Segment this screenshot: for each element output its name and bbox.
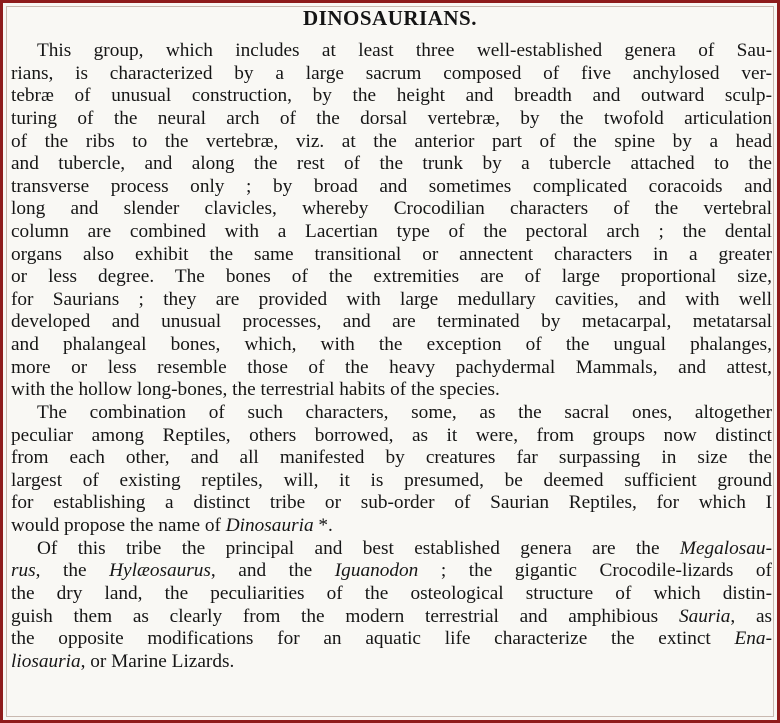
text-line <box>0 402 780 423</box>
text-line <box>0 447 780 468</box>
text-run: for Saurians ; they are provided with large medullary cavities, and with well <box>11 288 772 310</box>
text-run: for establishing a distinct tribe or sub-order of Saurian Reptiles, for which I <box>11 492 772 514</box>
text-run: with the hollow long-bones, the terrestrial habits of the species. <box>11 379 500 401</box>
italic-term: liosauria <box>11 650 81 672</box>
text-run: from each other, and all manifested by creatures far surpassing in size the <box>11 447 772 469</box>
text-line <box>0 515 780 536</box>
text-line <box>0 492 780 513</box>
text-run: peculiar among Reptiles, others borrowed, as it were, from groups now distinct <box>11 424 772 446</box>
text-line <box>0 379 780 400</box>
italic-term: Sauria <box>678 605 731 627</box>
italic-term: Iguanodon <box>334 560 419 582</box>
text-run: , and the <box>210 560 335 582</box>
text-run: ; the gigantic Crocodile-lizards of <box>418 560 772 582</box>
text-run: and tubercle, and along the rest of the trunk by a tubercle attached to the <box>11 153 772 175</box>
text-run: , or Marine Lizards. <box>80 650 235 672</box>
italic-term: Megalosau- <box>679 537 772 559</box>
text-run: guish them as clearly from the modern terrestrial and amphibious <box>11 605 679 627</box>
text-line <box>0 628 780 649</box>
text-run: tebræ of unusual construction, by the height and breadth and outward sculp- <box>11 85 772 107</box>
text-run: , as <box>730 605 773 627</box>
text-line <box>0 560 780 581</box>
text-line <box>0 289 780 310</box>
text-line <box>0 63 780 84</box>
text-run: transverse process only ; by broad and sometimes complicated coracoids and <box>11 175 772 197</box>
text-run: more or less resemble those of the heavy pachydermal Mammals, and attest, <box>11 356 772 378</box>
italic-term: Hylæosaurus <box>109 560 211 582</box>
text-line <box>0 470 780 491</box>
text-line <box>0 311 780 332</box>
text-run: largest of existing reptiles, will, it is presumed, be deemed sufficient ground <box>11 469 772 491</box>
text-run: the opposite modifications for an aquatic life characterize the extinct <box>11 628 735 650</box>
text-line <box>0 40 780 61</box>
text-run: The combination of such characters, some, as the sacral ones, altogether <box>37 401 772 423</box>
text-run: developed and unusual processes, and are terminated by metacarpal, metatarsal <box>11 311 772 333</box>
text-line <box>0 651 780 672</box>
italic-term: Ena- <box>734 628 772 650</box>
text-run: would propose the name of <box>11 515 226 536</box>
text-run: *. <box>313 515 333 536</box>
text-run: organs also exhibit the same transitional or annectent characters in a greater <box>11 243 772 265</box>
text-line <box>0 583 780 604</box>
text-line <box>0 153 780 174</box>
text-run: and phalangeal bones, which, with the exception of the ungual phalanges, <box>11 334 772 356</box>
text-run: column are combined with a Lacertian type of the pectoral arch ; the dental <box>11 221 772 242</box>
text-line <box>0 538 780 559</box>
text-run: turing of the neural arch of the dorsal vertebræ, by the twofold articulation <box>11 107 772 129</box>
text-line <box>0 606 780 627</box>
text-run: the dry land, the peculiarities of the osteological structure of which distin- <box>11 582 772 604</box>
italic-term: rus <box>11 560 36 582</box>
text-line <box>0 244 780 265</box>
text-line <box>0 357 780 378</box>
text-run: , the <box>35 560 110 582</box>
text-line <box>0 198 780 219</box>
text-line <box>0 221 780 242</box>
text-line <box>0 85 780 106</box>
text-run: Of this tribe the principal and best established genera are the <box>37 537 680 559</box>
text-run: This group, which includes at least three well-established genera of Sau- <box>37 40 772 61</box>
italic-term: Dinosauria <box>225 515 314 536</box>
text-line <box>0 176 780 197</box>
text-line <box>0 108 780 129</box>
text-line <box>0 334 780 355</box>
text-line <box>0 266 780 287</box>
text-run: long and slender clavicles, whereby Crocodilian characters of the vertebral <box>11 198 772 220</box>
text-line <box>0 425 780 446</box>
text-run: rians, is characterized by a large sacrum composed of five anchylosed ver- <box>11 62 772 84</box>
text-line <box>0 131 780 152</box>
text-run: of the ribs to the vertebræ, viz. at the anterior part of the spine by a head <box>11 130 772 152</box>
text-run: or less degree. The bones of the extremities are of large proportional size, <box>11 266 772 288</box>
document-title: DINOSAURIANS. <box>303 6 477 30</box>
